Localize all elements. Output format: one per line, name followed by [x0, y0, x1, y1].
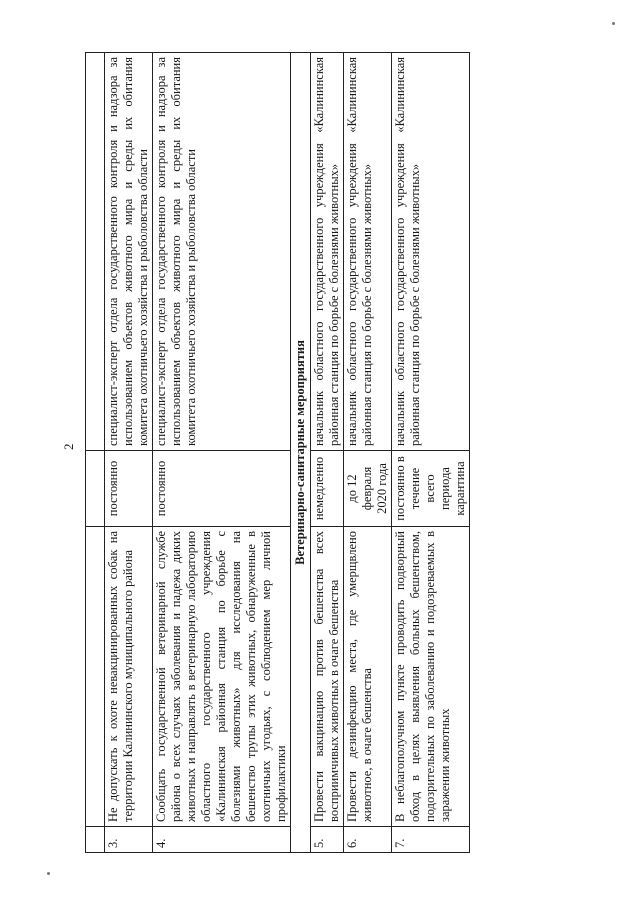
measure-text: Не допускать к охоте невакцинированных собак на территории Калининского муниципального района: [105, 527, 153, 827]
term-text: до 12 февраля 2020 года: [344, 451, 392, 527]
measure-text: Провести вакцинацию против бешенства всех восприимчивых животных в очаге бешенства: [311, 527, 344, 827]
responsible-text: начальник областного государственного учреждения «Калининская районная станция по борьбе с болезнями животных»: [392, 53, 470, 451]
table-row: [392, 53, 470, 853]
row-number: 5.: [311, 827, 344, 853]
term-text: немедленно: [311, 451, 344, 527]
scan-speck: [47, 872, 50, 875]
scan-speck: [612, 22, 615, 25]
responsible-text: специалист-эксперт отдела государственного контроля и надзора за использованием объектов животного мира и среды их обитания комитета охотничьего хозяйства и рыболовства области: [105, 53, 153, 451]
table-row: [153, 53, 291, 853]
row-number: 6.: [344, 827, 392, 853]
page-number: 2: [61, 443, 76, 450]
row-number: 3.: [105, 827, 153, 853]
table-row: [311, 53, 344, 853]
term-text: постоянно: [105, 451, 153, 527]
measure-text: Сообщать государственной ветеринарной службе района о всех случаях заболевания и падежа диких животных и направлять в ветеринарную лабораторию областного государственного учреждения «Калининская районная станция по борьбе с болезнями животных» для исследования на бешенство трупы этих животных, обнаруженные в охотничьих угодьях, с соблюдением мер личной профилактики: [153, 527, 291, 827]
measures-table: [85, 52, 470, 853]
term-text: постоянно в течение всего периода карантина: [392, 451, 470, 527]
responsible-text: специалист-эксперт отдела государственного контроля и надзора за использованием объектов животного мира и среды их обитания комитета охотничьего хозяйства и рыболовства области: [153, 53, 291, 451]
table-top-continuation: [86, 53, 105, 853]
row-number: 7.: [392, 827, 470, 853]
term-text: постоянно: [153, 451, 291, 527]
rotated-table-container: [85, 53, 525, 853]
section-heading: Ветеринарно-санитарные мероприятия: [291, 53, 311, 853]
section-heading-row: [291, 53, 311, 853]
table-row: [344, 53, 392, 853]
table-row: [105, 53, 153, 853]
responsible-text: начальник областного государственного учреждения «Калининская районная станция по борьбе с болезнями животных»: [311, 53, 344, 451]
measure-text: Провести дезинфекцию места, где умерщвлено животное, в очаге бешенства: [344, 527, 392, 827]
responsible-text: начальник областного государственного учреждения «Калининская районная станция по борьбе с болезнями животных»: [344, 53, 392, 451]
row-number: 4.: [153, 827, 291, 853]
measure-text: В неблагополучном пункте проводить подворный обход в целях выявления больных бешенством, подозрительных по заболеванию и подозреваемых в заражении животных: [392, 527, 470, 827]
